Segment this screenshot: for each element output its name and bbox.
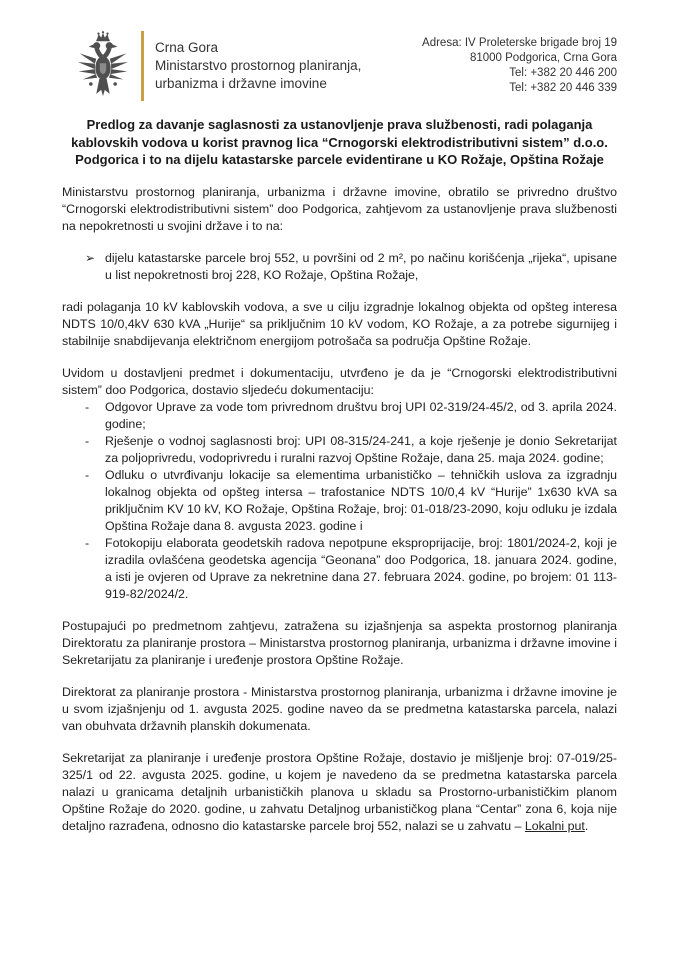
address-block	[422, 36, 617, 96]
document-body	[62, 184, 617, 835]
doc-item-text: Odluku o utvrđivanju lokacije sa elementima urbanističko – tehničkih uslova za izgradnju lokalnog objekta od opšteg intersa – trafostanice NDTS 10/0,4 kV “Hurije” 1x630 kVA sa priključnim KV 10 kV, KO Rožaje, Opština Rožaje, broj: 01-018/23-2090, koju odluku je izdala Opština Rožaje dana 8. avgusta 2023. godine i	[105, 467, 617, 533]
arrow-item-text: dijelu katastarske parcele broj 552, u površini od 2 m², po načinu korišćenja „rijeka“, upisane u list nepokretnosti broj 228, KO Rožaje, Opština Rožaje,	[105, 250, 617, 282]
doc-item-text: Fotokopiju elaborata geodetskih radova nepotpune eksproprijacije, broj: 1801/2024-2, koji je izradila ovlašćena geodetska agencija “Geonana” doo Podgorica, 18. januara 2024. godine, a isti je ovjeren od Uprave za nekretnine dana 27. februara 2024. godine, po brojem: 01 113-919-82/2024/2.	[105, 535, 617, 601]
gold-divider	[141, 31, 144, 101]
ministry-name-block	[155, 39, 361, 93]
doc-item-text: Odgovor Uprave za vode tom privrednom društvu broj UPI 02-319/24-45/2, od 3. aprila 2024. godine;	[105, 399, 617, 431]
secretariat-suffix: .	[584, 818, 589, 833]
country-name: Crna Gora	[155, 40, 219, 55]
ministry-line-1: Ministarstvo prostornog planiranja,	[155, 58, 362, 73]
address-line-3: Tel: +382 20 446 200	[509, 67, 617, 79]
arrow-bullet-icon: ➢	[85, 250, 96, 265]
dash-bullet: -	[85, 467, 90, 482]
address-line-2: 81000 Podgorica, Crna Gora	[469, 52, 617, 64]
address-line-4: Tel: +382 20 446 339	[509, 82, 617, 94]
documentation-list	[62, 399, 617, 603]
address-line-1: Adresa: IV Proleterske brigade broj 19	[422, 37, 617, 49]
secretariat-text: Sekretarijat za planiranje i uređenje prostora Opštine Rožaje, dostavio je mišljenje broj: 07-019/25-325/1 od 22. avgusta 2025. godine, u kojem je navedeno da se predmetna katastarska parcela nalazi u granicama detaljnih urbanističkih planova u skladu sa Prostorno-urbanističkim planom Opštine Rožaje do 2020. godine, u zahvatu Detaljnog urbanističkog plana “Centar” zona 6, koja nije detaljno razrađena, odnosno dio katastarske parcele broj 552, nalazi se u zahvatu –	[62, 750, 617, 833]
paragraph-intro: Ministarstvu prostornog planiranja, urbanizma i državne imovine, obratilo se privredno društvo “Crnogorski elektrodistributivni sistem” doo Podgorica, zahtjevom za ustanovljenje prava službenosti na nepokretnosti u svojini države i to na:	[62, 184, 617, 233]
arrow-list-item	[62, 250, 617, 284]
doc-list-item	[62, 399, 617, 433]
paragraph-purpose: radi polaganja 10 kV kablovskih vodova, a sve u cilju izgradnje lokalnog objekta od opšteg interesa NDTS 10/0,4kV 630 kVA „Hurije“ sa priključnim 10 kV vodom, KO Rožaje, a za potrebe sigurnijeg i stabilnije snabdijevanja električnom energijom potrošača sa područja Opštine Rožaje.	[62, 299, 617, 348]
dash-bullet: -	[85, 433, 90, 448]
underlined-text: Lokalni put	[524, 818, 585, 833]
paragraph-secretariat	[62, 750, 617, 835]
doc-list-item	[62, 433, 617, 467]
document-title: Predlog za davanje saglasnosti za ustanovljenje prava službenosti, radi polaganja kablovskih vodova u korist pravnog lica “Crnogorski elektrodistributivni sistem” d.o.o. Podgorica i to na dijelu katastarske parcele evidentirane u KO Rožaje, Opština Rožaje	[71, 117, 608, 167]
paragraph-documentation-intro: Uvidom u dostavljeni predmet i dokumentaciju, utvrđeno je da je “Crnogorski elektrodistributivni sistem” doo Podgorica, dostavio sljedeću dokumentaciju:	[62, 365, 617, 397]
paragraph-directorate: Direktorat za planiranje prostora - Ministarstva prostornog planiranja, urbanizma i državne imovine je u svom izjašnjenju od 1. avgusta 2025. godine naveo da se predmetna katastarska parcela, nalazi van obuhvata državnih planskih dokumenata.	[62, 684, 617, 733]
paragraph-request: Postupajući po predmetnom zahtjevu, zatražena su izjašnjenja sa aspekta prostornog planiranja Direktoratu za planiranje prostora – Ministarstva prostornog planiranja, urbanizma i državne imovine i Sekretarijatu za planiranje i uređenje prostora Opštine Rožaje.	[62, 618, 617, 667]
coat-of-arms-icon	[76, 30, 130, 102]
ministry-line-2: urbanizma i državne imovine	[155, 76, 327, 91]
doc-list-item	[62, 535, 617, 603]
doc-item-text: Rješenje o vodnoj saglasnosti broj: UPI 08-315/24-241, a koje rješenje je donio Sekretarijat za poljoprivredu, vodoprivredu i ruralni razvoj Opštine Rožaje, dana 25. maja 2024. godine;	[105, 433, 617, 465]
dash-bullet: -	[85, 399, 90, 414]
letterhead	[62, 30, 617, 102]
doc-list-item	[62, 467, 617, 535]
dash-bullet: -	[85, 535, 90, 550]
